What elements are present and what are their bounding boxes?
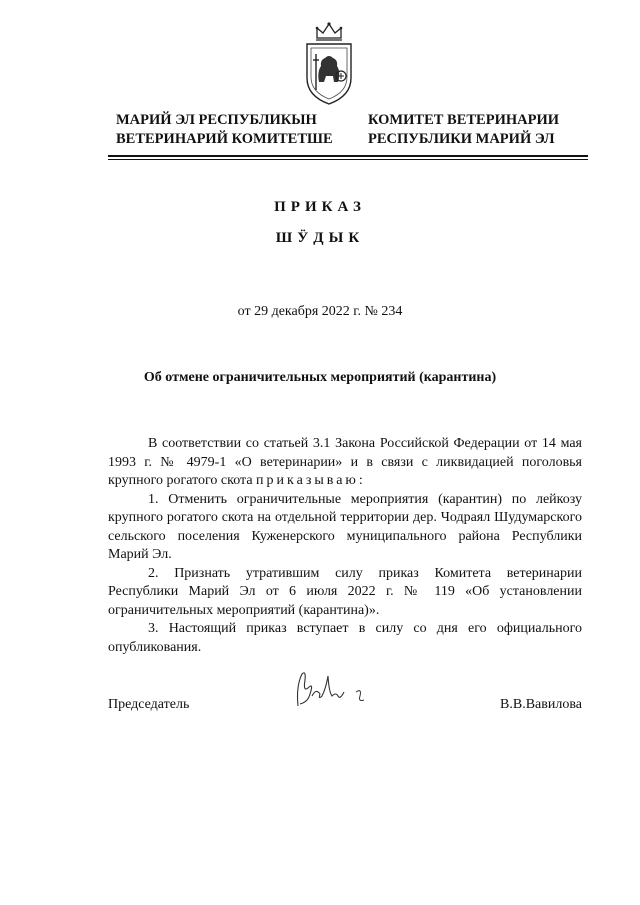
coat-of-arms-icon [303, 20, 355, 106]
header-right-line-2: РЕСПУБЛИКИ МАРИЙ ЭЛ [368, 131, 555, 147]
body-item-3: 3. Настоящий приказ вступает в силу со дня его официального опубликования. [108, 621, 582, 655]
body-intro-order: приказываю: [256, 473, 366, 488]
header-divider-thick [108, 155, 588, 157]
signature-name: В.В.Вавилова [500, 697, 582, 712]
signature-role: Председатель [108, 697, 190, 712]
body-intro [108, 435, 582, 491]
body-item-1: 1. Отменить ограничительные мероприятия (карантин) по лейкозу крупного рогатого скота на отдельной территории дер. Чодраял Шудумарского сельского поселения Куженерского муниципального района Республики Марий Эл. [108, 491, 582, 562]
body-intro-text: В соответствии со статьей 3.1 Закона Российской Федерации от 14 мая 1993 г. № 4979-1 «О ветеринарии» и в связи с ликвидацией поголовья крупного рогатого скота [108, 436, 582, 488]
header-right-line-1: КОМИТЕТ ВЕТЕРИНАРИИ [368, 112, 560, 128]
header-left-line-1: МАРИЙ ЭЛ РЕСПУБЛИКЫН [116, 112, 317, 128]
handwritten-signature [288, 666, 378, 716]
document-date: от 29 декабря 2022 г. № 234 [237, 304, 403, 319]
document-body [108, 435, 582, 657]
header-left [116, 111, 333, 149]
header-left-line-2: ВЕТЕРИНАРИЙ КОМИТЕТШЕ [116, 131, 333, 147]
header-divider-thin [108, 159, 588, 160]
header-right [368, 111, 559, 149]
document-title-mari: ШӰДЫК [275, 230, 365, 246]
document-title-ru: ПРИКАЗ [274, 199, 366, 215]
document-subject: Об отмене ограничительных мероприятий (карантина) [143, 370, 497, 385]
body-item-2: 2. Признать утратившим силу приказ Комитета ветеринарии Республики Марий Эл от 6 июля 2022 г. № 119 «Об установлении ограничительных мероприятий (карантина)». [108, 565, 582, 618]
